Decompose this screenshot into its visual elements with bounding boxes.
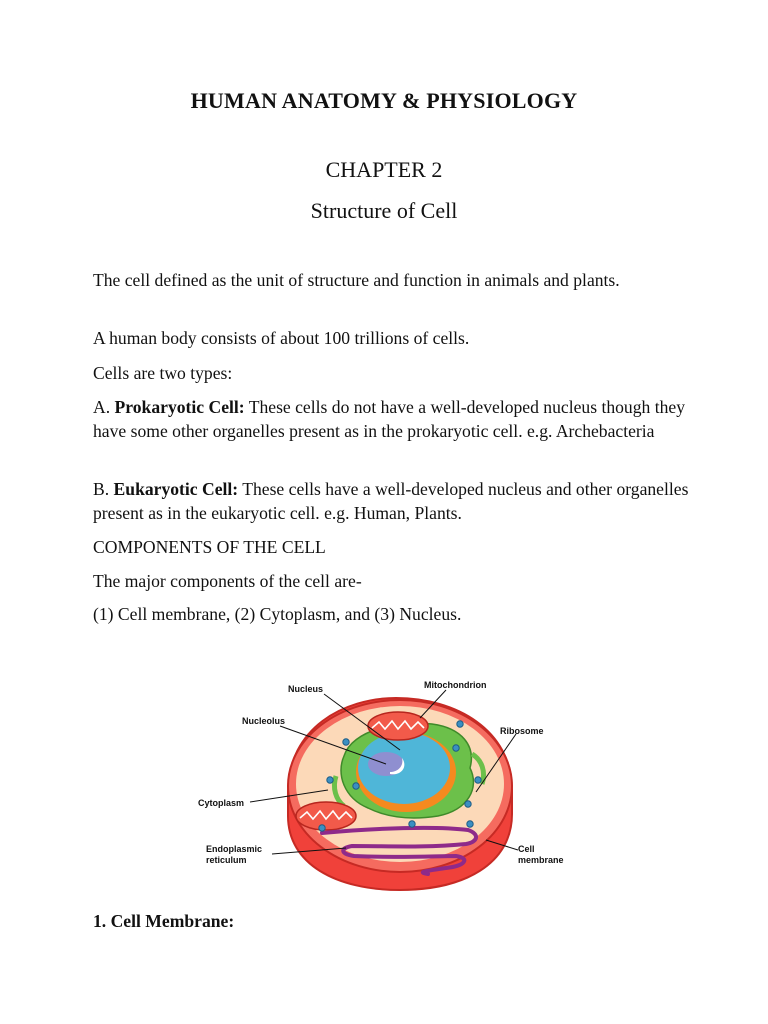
eukaryotic-text: These cells have a well-developed nucleus and other organelles present as in the eukaryotic cell. e.g. Human, Plants. bbox=[93, 479, 689, 523]
components-heading: COMPONENTS OF THE CELL bbox=[93, 537, 326, 557]
paragraph-eukaryotic bbox=[93, 477, 693, 525]
label-nucleus: Nucleus bbox=[288, 684, 324, 694]
label-er-line1: Endoplasmic bbox=[206, 844, 263, 854]
chapter-heading: CHAPTER 2 bbox=[325, 157, 443, 182]
eukaryotic-term: Eukaryotic Cell: bbox=[113, 479, 239, 499]
label-er-line2: reticulum bbox=[206, 855, 247, 865]
chapter-subtitle: Structure of Cell bbox=[310, 198, 458, 223]
components-list: (1) Cell membrane, (2) Cytoplasm, and (3) Nucleus. bbox=[93, 604, 462, 624]
prokaryotic-text: These cells do not have a well-developed nucleus though they have some other organelles present as in the prokaryotic cell. e.g. Archebacteria bbox=[93, 397, 686, 441]
prokaryotic-term: Prokaryotic Cell: bbox=[114, 397, 245, 417]
label-membrane-line2: membrane bbox=[518, 855, 564, 865]
section-heading-cell-membrane: 1. Cell Membrane: bbox=[93, 911, 235, 931]
paragraph-types-intro: Cells are two types: bbox=[93, 363, 233, 383]
cell-diagram bbox=[176, 668, 600, 900]
mitochondrion-left bbox=[296, 802, 356, 830]
document-title: HUMAN ANATOMY & PHYSIOLOGY bbox=[190, 88, 578, 113]
paragraph-prokaryotic bbox=[93, 395, 693, 443]
label-membrane-line1: Cell bbox=[518, 844, 535, 854]
components-intro: The major components of the cell are- bbox=[93, 571, 362, 591]
eukaryotic-prefix: B. bbox=[93, 479, 114, 499]
label-cytoplasm: Cytoplasm bbox=[198, 798, 245, 808]
paragraph-definition: The cell defined as the unit of structure and function in animals and plants. bbox=[93, 270, 620, 290]
mitochondrion-top bbox=[368, 712, 428, 740]
label-nucleolus: Nucleolus bbox=[242, 716, 286, 726]
label-ribosome: Ribosome bbox=[500, 726, 544, 736]
prokaryotic-prefix: A. bbox=[93, 397, 115, 417]
nucleus bbox=[356, 732, 456, 812]
label-mitochondrion: Mitochondrion bbox=[424, 680, 487, 690]
paragraph-cell-count: A human body consists of about 100 trillions of cells. bbox=[93, 328, 470, 348]
